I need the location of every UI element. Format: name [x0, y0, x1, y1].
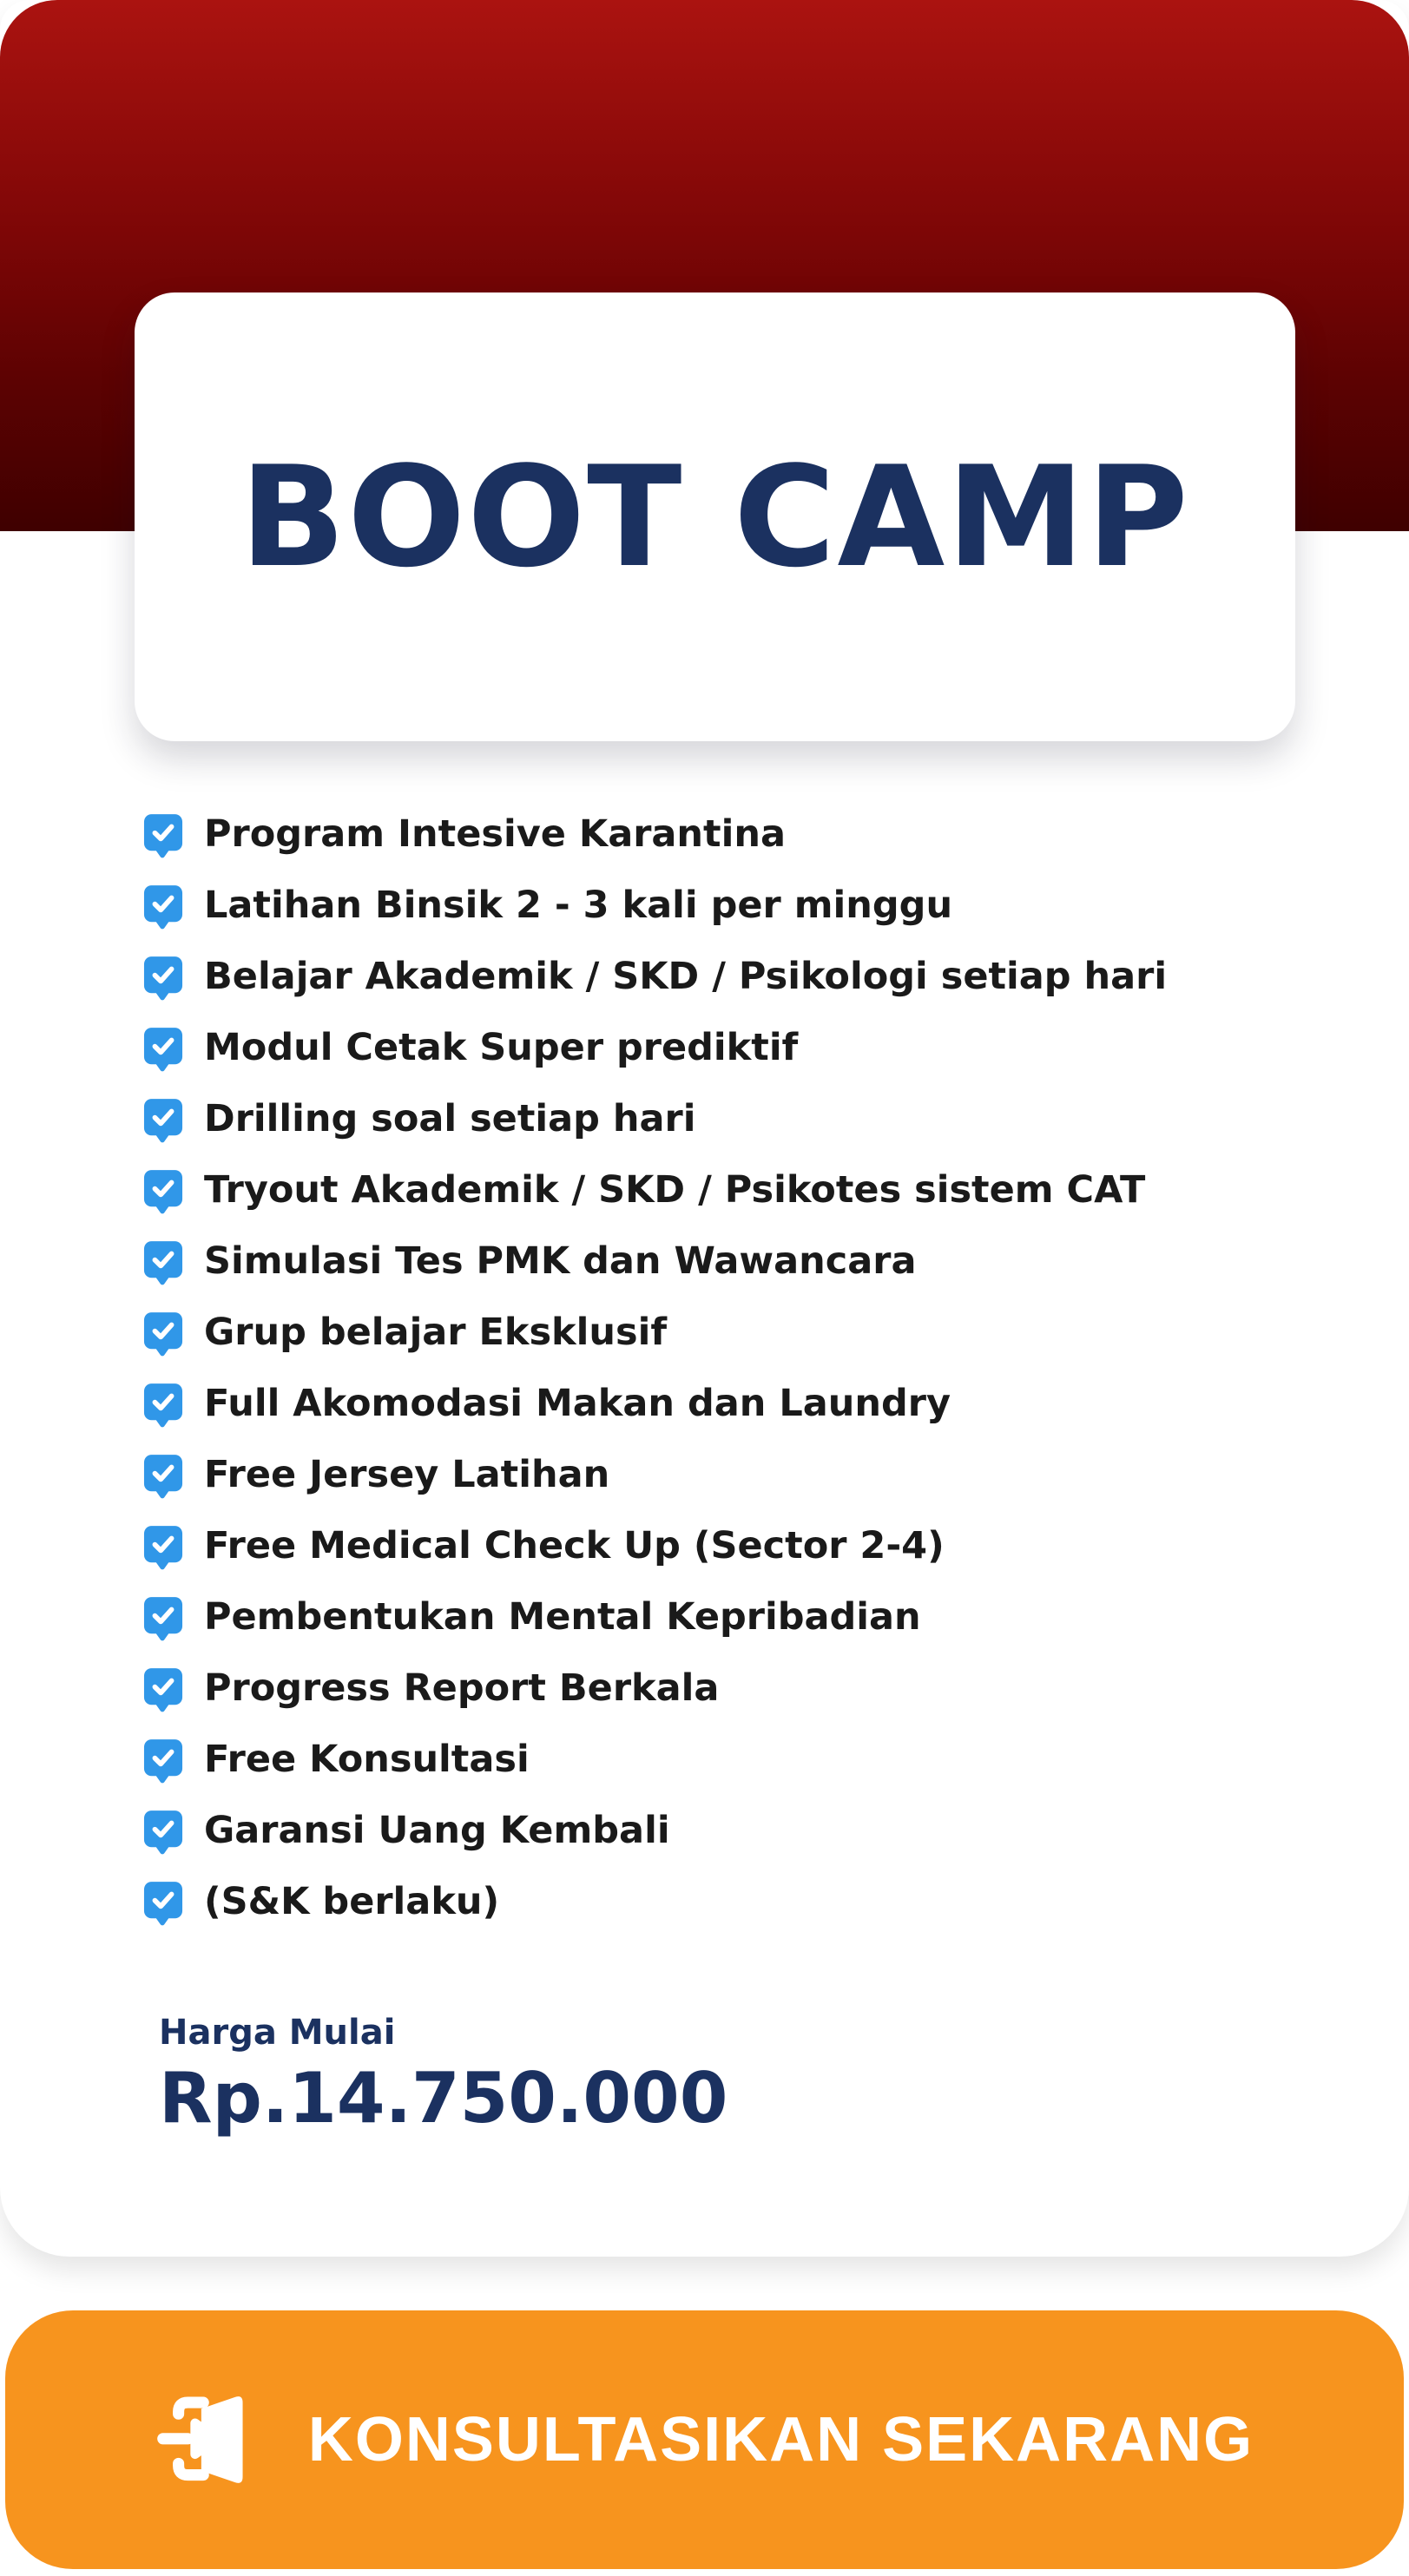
feature-item [143, 872, 1359, 943]
feature-label: (S&K berlaku) [204, 1879, 500, 1923]
check-badge-icon [143, 956, 183, 1002]
feature-item [143, 1370, 1359, 1442]
check-badge-icon [143, 1881, 183, 1928]
check-badge-icon [143, 1525, 183, 1572]
feature-item [143, 801, 1359, 872]
feature-label: Program Intesive Karantina [204, 812, 786, 856]
title-card [135, 292, 1295, 741]
consult-button[interactable] [5, 2310, 1404, 2569]
feature-label: Drilling soal setiap hari [204, 1096, 696, 1140]
feature-item [143, 1655, 1359, 1726]
door-enter-icon [155, 2386, 260, 2494]
feature-item [143, 1442, 1359, 1513]
feature-label: Belajar Akademik / SKD / Psikologi setiap hari [204, 954, 1168, 998]
check-badge-icon [143, 1738, 183, 1785]
feature-item [143, 1015, 1359, 1086]
price-value: Rp.14.750.000 [159, 2058, 728, 2139]
feature-item [143, 1869, 1359, 1940]
feature-item [143, 1299, 1359, 1370]
feature-item [143, 1726, 1359, 1797]
feature-item [143, 1584, 1359, 1655]
check-badge-icon [143, 884, 183, 931]
page-title: BOOT CAMP [240, 435, 1190, 598]
price-label: Harga Mulai [159, 2013, 396, 2053]
feature-label: Latihan Binsik 2 - 3 kali per minggu [204, 883, 953, 927]
feature-label: Progress Report Berkala [204, 1666, 720, 1710]
check-badge-icon [143, 1454, 183, 1501]
check-badge-icon [143, 1667, 183, 1714]
check-badge-icon [143, 1240, 183, 1287]
feature-label: Pembentukan Mental Kepribadian [204, 1594, 921, 1639]
feature-item [143, 1513, 1359, 1584]
check-badge-icon [143, 1027, 183, 1074]
check-badge-icon [143, 813, 183, 860]
feature-label: Tryout Akademik / SKD / Psikotes sistem CAT [204, 1167, 1146, 1212]
feature-label: Full Akomodasi Makan dan Laundry [204, 1381, 951, 1425]
feature-label: Free Konsultasi [204, 1737, 530, 1781]
feature-label: Garansi Uang Kembali [204, 1808, 670, 1852]
check-badge-icon [143, 1383, 183, 1429]
consult-button-label: KONSULTASIKAN SEKARANG [307, 2405, 1254, 2474]
check-badge-icon [143, 1169, 183, 1216]
feature-item [143, 943, 1359, 1015]
feature-item [143, 1228, 1359, 1299]
check-badge-icon [143, 1311, 183, 1358]
price-block [159, 2012, 728, 2139]
feature-item [143, 1157, 1359, 1228]
feature-label: Free Medical Check Up (Sector 2-4) [204, 1523, 945, 1567]
check-badge-icon [143, 1098, 183, 1145]
feature-label: Grup belajar Eksklusif [204, 1310, 668, 1354]
feature-label: Modul Cetak Super prediktif [204, 1025, 799, 1069]
check-badge-icon [143, 1596, 183, 1643]
check-badge-icon [143, 1810, 183, 1856]
feature-label: Free Jersey Latihan [204, 1452, 610, 1496]
feature-item [143, 1086, 1359, 1157]
feature-label: Simulasi Tes PMK dan Wawancara [204, 1239, 917, 1283]
feature-list [143, 801, 1359, 1940]
feature-item [143, 1797, 1359, 1869]
